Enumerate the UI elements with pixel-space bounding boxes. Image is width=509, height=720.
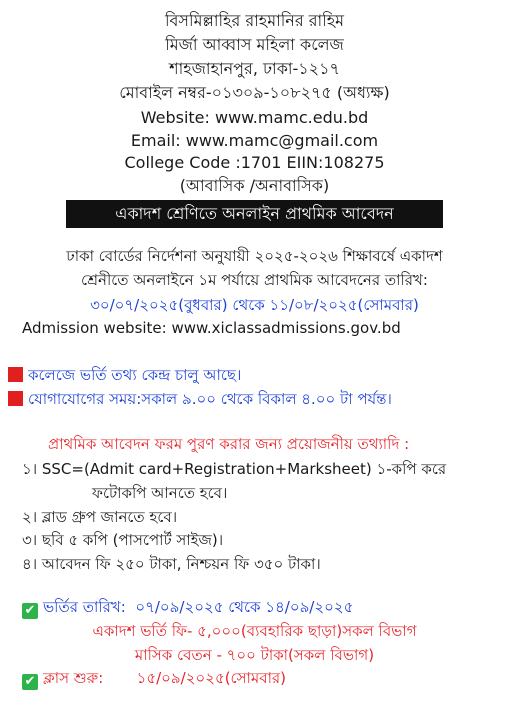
- residential-type: (আবাসিক /অনাবাসিক): [179, 176, 330, 195]
- college-name: মির্জা আব্বাস মহিলা কলেজ: [165, 35, 344, 54]
- monthly-fee: মাসিক বেতন - ৭০০ টাকা(সকল বিভাগ): [134, 646, 375, 664]
- website: Website: www.mamc.edu.bd: [140, 108, 369, 127]
- class-start-value: ১৫/০৯/২০২৫(সোমবার): [136, 669, 287, 687]
- requirement-item-3: ৩। ছবি ৫ কপি (পাসপোর্ট সাইজ)।: [22, 531, 224, 549]
- bismillah: বিসমিল্লাহির রাহমানির রাহিম: [164, 11, 345, 30]
- college-address: শাহজাহানপুর, ঢাকা-১২১৭: [169, 59, 340, 78]
- green-check-icon: ✔: [22, 674, 38, 690]
- requirement-item-1: ১। SSC=(Admit card+Registration+Marksheet) ১-কপি করে: [22, 460, 447, 478]
- requirement-item-1-cont: ফটোকপি আনতে হবে।: [92, 484, 228, 502]
- title-banner: একাদশ শ্রেণিতে অনলাইন প্রাথমিক আবেদন: [66, 200, 443, 228]
- admission-date-value: ০৭/০৯/২০২৫ থেকে ১৪/০৯/২০২৫: [135, 598, 354, 616]
- requirement-item-4: ৪। আবেদন ফি ২৫০ টাকা, নিশ্চয়ন ফি ৩৫০ টাকা।: [22, 555, 321, 573]
- red-square-icon: [8, 367, 23, 382]
- contact-time-line: [8, 389, 392, 410]
- mobile-number: মোবাইল নম্বর-০১৩০৯-১০৮২৭৫ (অধ্যক্ষ): [119, 83, 390, 102]
- admission-date-label: ভর্তির তারিখ:: [43, 598, 126, 616]
- info-center-line: [8, 365, 241, 386]
- notice-line-2: শ্রেনীতে অনলাইনে ১ম পর্যায়ে প্রাথমিক আবেদনের তারিখ:: [81, 271, 428, 289]
- contact-time-text: যোগাযোগের সময়:সকাল ৯.০০ থেকে বিকাল ৪.০০ টা পর্যন্ত।: [28, 390, 392, 408]
- notice-line-1: ঢাকা বোর্ডের নির্দেশনা অনুযায়ী ২০২৫-২০২৬ শিক্ষাবর্ষে একাদশ: [66, 247, 443, 265]
- class-start-line: [22, 668, 286, 690]
- red-square-icon: [8, 391, 23, 406]
- requirement-item-2: ২। ব্লাড গ্রুপ জানতে হবে।: [22, 508, 178, 526]
- admission-fee: একাদশ ভর্তি ফি- ৫,০০০(ব্যবহারিক ছাড়া)সকল বিভাগ: [92, 622, 417, 640]
- admission-website: Admission website: www.xiclassadmissions.gov.bd: [22, 319, 401, 337]
- college-codes: College Code :1701 EIIN:108275: [124, 153, 385, 172]
- email: Email: www.mamc@gmail.com: [130, 131, 379, 150]
- admission-date-line: [22, 597, 353, 619]
- green-check-icon: ✔: [22, 603, 38, 619]
- requirements-heading: প্রাথমিক আবেদন ফরম পুরণ করার জন্য প্রয়োজনীয় তথ্যাদি :: [48, 435, 410, 453]
- info-center-text: কলেজে ভর্তি তথ্য কেন্দ্র চালু আছে।: [28, 366, 242, 384]
- class-start-label: ক্লাস শুরু:: [43, 669, 104, 687]
- application-dates: ৩০/০৭/২০২৫(বুধবার) থেকে ১১/০৮/২০২৫(সোমবার): [90, 296, 419, 314]
